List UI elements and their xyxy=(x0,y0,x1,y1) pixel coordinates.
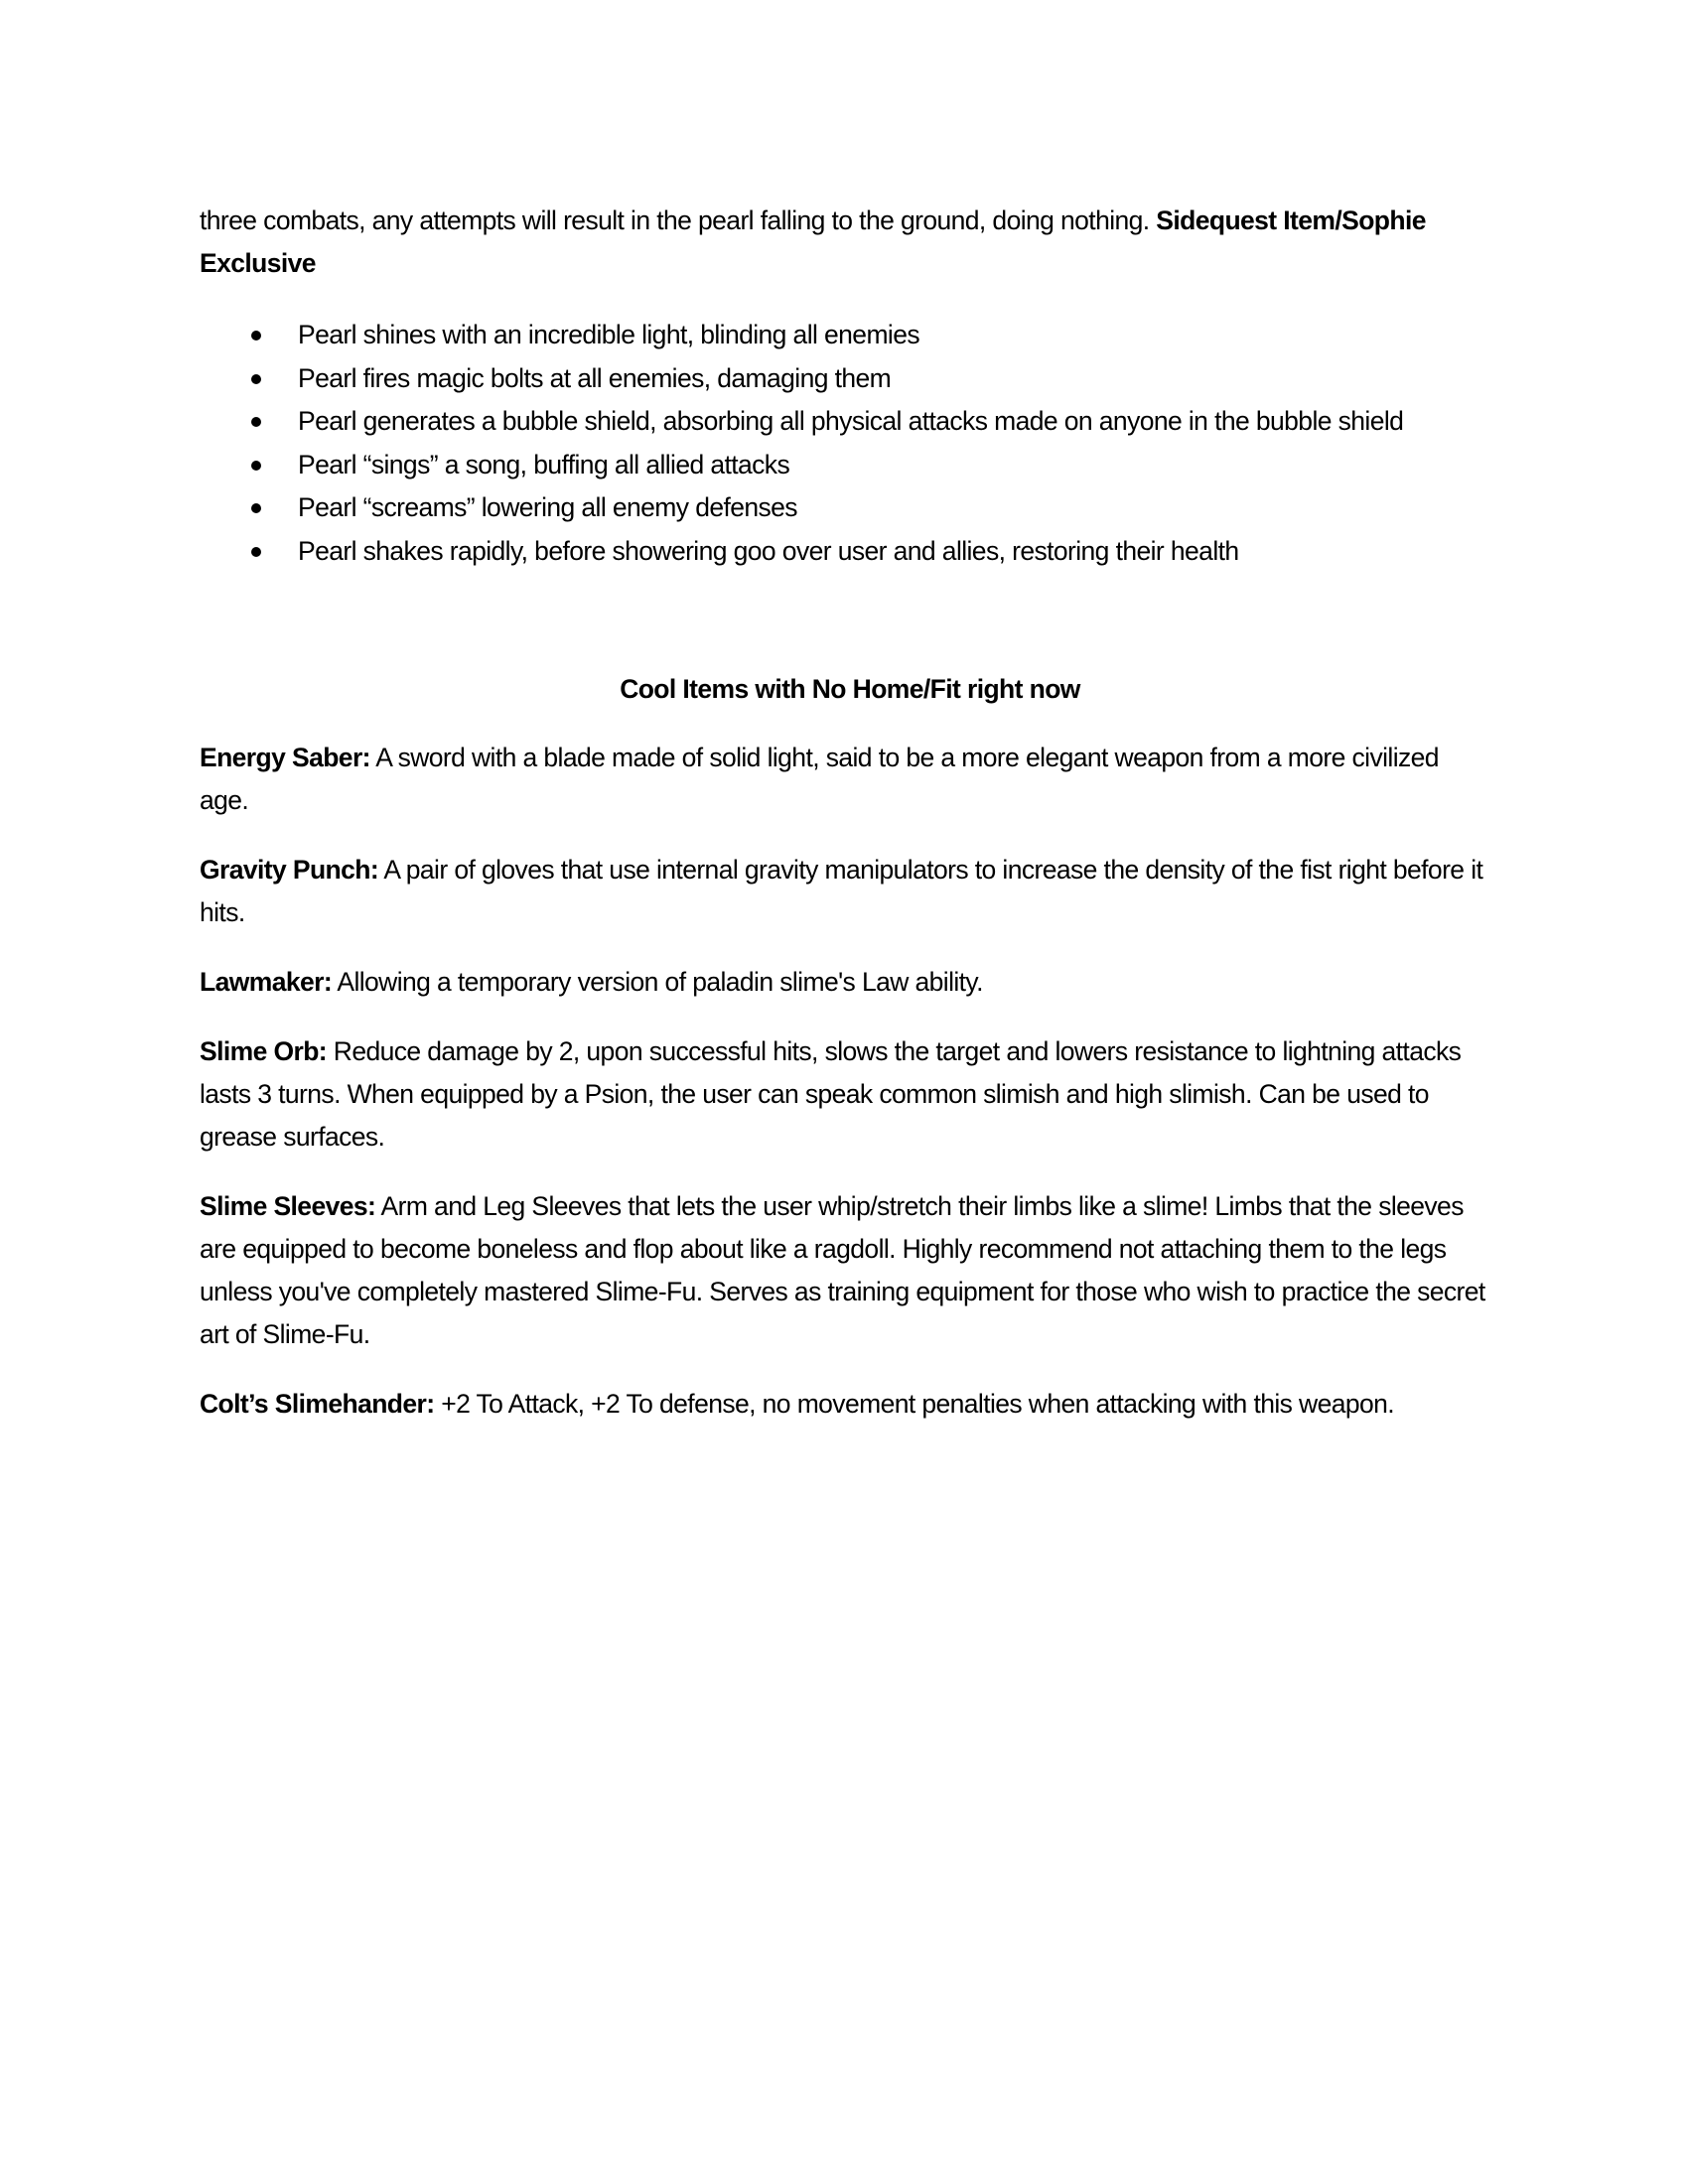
pearl-effects-list xyxy=(200,314,1490,573)
bullet-icon xyxy=(251,461,261,471)
bullet-icon xyxy=(251,374,261,384)
intro-tag: Sidequest Item/Sophie Exclusive xyxy=(200,205,1426,278)
bullet-icon xyxy=(251,503,261,513)
item-description: +2 To Attack, +2 To defense, no movement penalties when attacking with this weapon. xyxy=(434,1389,1395,1419)
list-item-text: Pearl “screams” lowering all enemy defenses xyxy=(298,492,797,522)
intro-text: three combats, any attempts will result in the pearl falling to the ground, doing nothing. xyxy=(200,205,1157,235)
item-entry-slime-orb xyxy=(200,1030,1490,1159)
list-item-text: Pearl shakes rapidly, before showering goo over user and allies, restoring their health xyxy=(298,535,1239,566)
item-description: Reduce damage by 2, upon successful hits, slows the target and lowers resistance to lightning attacks lasts 3 turns. When equipped by a Psion, the user can speak common slimish and high slimish. Can be used to grease surfaces. xyxy=(200,1036,1462,1152)
list-item xyxy=(200,357,1490,401)
section-title: Cool Items with No Home/Fit right now xyxy=(620,674,1080,704)
item-description: Arm and Leg Sleeves that lets the user whip/stretch their limbs like a slime! Limbs that the sleeves are equipped to become boneless and flop about like a ragdoll. Highly recommend not attaching them to the legs unless you've completely mastered Slime-Fu. Serves as training equipment for those who wish to practice the secret art of Slime-Fu. xyxy=(200,1191,1485,1349)
item-entry-gravity-punch xyxy=(200,849,1490,934)
item-entry-energy-saber xyxy=(200,737,1490,822)
intro-paragraph xyxy=(200,200,1490,285)
bullet-icon xyxy=(251,547,261,557)
item-description: Allowing a temporary version of paladin slime's Law ability. xyxy=(332,967,983,997)
list-item xyxy=(200,444,1490,487)
item-description: A sword with a blade made of solid light, said to be a more elegant weapon from a more civilized age. xyxy=(200,743,1439,815)
item-entry-slime-sleeves xyxy=(200,1185,1490,1356)
document-page xyxy=(200,200,1490,1452)
bullet-icon xyxy=(251,417,261,427)
list-item xyxy=(200,486,1490,530)
list-item xyxy=(200,400,1490,444)
list-item-text: Pearl generates a bubble shield, absorbing all physical attacks made on anyone in the bubble shield xyxy=(298,406,1404,436)
item-entry-lawmaker xyxy=(200,961,1490,1004)
bullet-icon xyxy=(251,331,261,341)
list-item xyxy=(200,314,1490,357)
item-name: Slime Orb: xyxy=(200,1036,328,1066)
list-item xyxy=(200,530,1490,574)
list-item-text: Pearl fires magic bolts at all enemies, damaging them xyxy=(298,362,892,393)
item-entry-colts-slimehander xyxy=(200,1383,1490,1426)
list-item-text: Pearl shines with an incredible light, blinding all enemies xyxy=(298,320,920,349)
item-name: Colt’s Slimehander: xyxy=(200,1389,435,1419)
item-name: Gravity Punch: xyxy=(200,855,379,885)
item-name: Slime Sleeves: xyxy=(200,1191,376,1221)
item-name: Energy Saber: xyxy=(200,743,370,772)
item-description: A pair of gloves that use internal gravity manipulators to increase the density of the fist right before it hits. xyxy=(200,855,1483,927)
list-item-text: Pearl “sings” a song, buffing all allied attacks xyxy=(298,449,790,479)
item-name: Lawmaker: xyxy=(200,967,333,997)
